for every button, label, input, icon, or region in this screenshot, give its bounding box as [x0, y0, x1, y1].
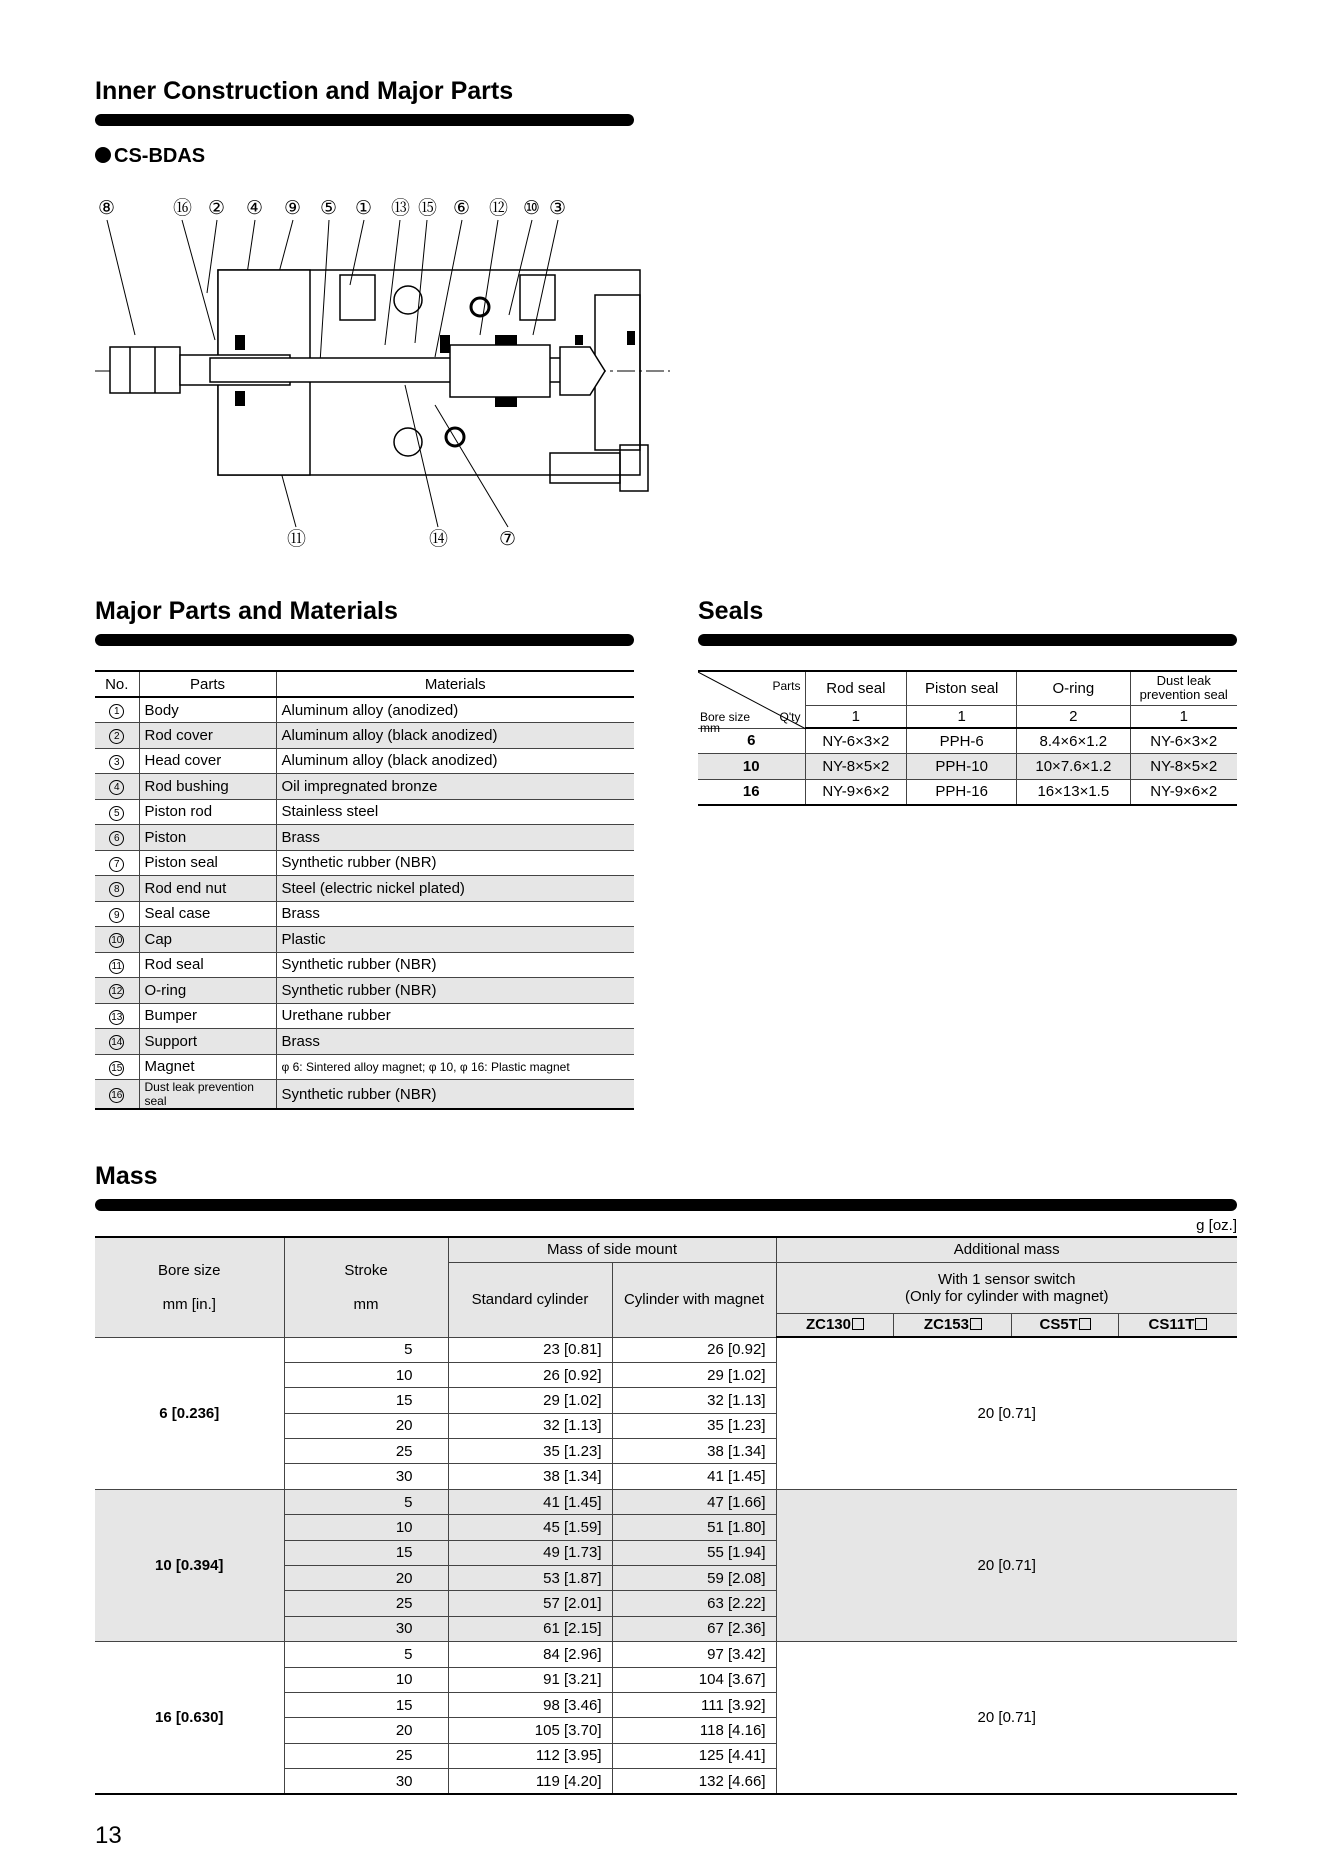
mass-magnet: 35 [1.23] — [612, 1413, 776, 1438]
part-number — [95, 1080, 139, 1110]
rod-seal: NY-8×5×2 — [805, 754, 907, 780]
part-material: Oil impregnated bronze — [276, 774, 634, 800]
box-icon — [1195, 1318, 1207, 1330]
section-bar — [698, 634, 1237, 646]
col-stroke: Stroke mm — [284, 1237, 448, 1337]
mass-standard: 23 [0.81] — [448, 1337, 612, 1362]
part-material: Aluminum alloy (black anodized) — [276, 748, 634, 774]
mass-magnet: 63 [2.22] — [612, 1591, 776, 1616]
callout-label: ⑪ — [287, 528, 307, 550]
parts-title: Major Parts and Materials — [95, 597, 398, 625]
table-row — [95, 1080, 634, 1110]
table-row — [95, 1337, 1237, 1362]
part-name: Bumper — [139, 1003, 276, 1029]
piston-seal: PPH-16 — [907, 779, 1017, 805]
part-number — [95, 697, 139, 723]
stroke: 10 — [284, 1515, 448, 1540]
mount-hole-top — [394, 286, 422, 314]
section-bar — [95, 114, 634, 126]
part-number — [95, 748, 139, 774]
part-number — [95, 723, 139, 749]
part-number — [95, 850, 139, 876]
bore-size: 16 [0.630] — [95, 1642, 284, 1794]
stroke: 15 — [284, 1692, 448, 1717]
bore-size: 10 — [698, 754, 805, 780]
callout-label: ⑦ — [499, 528, 517, 550]
mass-title: Mass — [95, 1162, 158, 1190]
sensor-groove-bottom — [446, 428, 464, 446]
port-left — [340, 275, 375, 320]
part-name: Support — [139, 1029, 276, 1055]
rod-end-nut — [110, 347, 180, 393]
table-row — [95, 1642, 1237, 1667]
table-row — [95, 774, 634, 800]
mass-magnet: 111 [3.92] — [612, 1692, 776, 1717]
table-row — [95, 1003, 634, 1029]
table-row — [698, 779, 1237, 805]
o-ring: 8.4×6×1.2 — [1017, 728, 1130, 754]
col-sensor-zc153: ZC153 — [894, 1313, 1012, 1337]
col-piston-seal: Piston seal — [907, 671, 1017, 705]
stroke: 25 — [284, 1591, 448, 1616]
cap — [550, 453, 620, 483]
stroke: 15 — [284, 1388, 448, 1413]
table-row — [698, 728, 1237, 754]
part-material: Steel (electric nickel plated) — [276, 876, 634, 902]
stroke: 25 — [284, 1743, 448, 1768]
inner-construction-title: Inner Construction and Major Parts — [95, 77, 514, 105]
part-material: Aluminum alloy (anodized) — [276, 697, 634, 723]
mass-table — [95, 1236, 1237, 1795]
mass-magnet: 104 [3.67] — [612, 1667, 776, 1692]
part-name: Rod cover — [139, 723, 276, 749]
part-name: Dust leak prevention seal — [139, 1080, 276, 1110]
table-row — [95, 697, 634, 723]
part-number-badge: 1 — [109, 704, 124, 719]
part-material: Stainless steel — [276, 799, 634, 825]
col-magnet: Cylinder with magnet — [612, 1262, 776, 1337]
col-no: No. — [95, 671, 139, 697]
mass-standard: 57 [2.01] — [448, 1591, 612, 1616]
part-material: Urethane rubber — [276, 1003, 634, 1029]
additional-mass: 20 [0.71] — [776, 1337, 1237, 1489]
col-sensor-zc130: ZC130 — [776, 1313, 894, 1337]
table-row — [95, 1489, 1237, 1514]
table-row — [95, 978, 634, 1004]
part-material: Synthetic rubber (NBR) — [276, 952, 634, 978]
callout-label: ④ — [246, 197, 264, 219]
mass-magnet: 97 [3.42] — [612, 1642, 776, 1667]
part-name: Rod end nut — [139, 876, 276, 902]
mass-magnet: 67 [2.36] — [612, 1616, 776, 1641]
mass-standard: 98 [3.46] — [448, 1692, 612, 1717]
part-number-badge: 5 — [109, 806, 124, 821]
part-number-badge: 3 — [109, 755, 124, 770]
bore-group — [95, 1642, 1237, 1794]
bore-size: 6 — [698, 728, 805, 754]
bullet-icon — [95, 147, 111, 163]
piston-seal: PPH-6 — [907, 728, 1017, 754]
mass-standard: 61 [2.15] — [448, 1616, 612, 1641]
col-materials: Materials — [276, 671, 634, 697]
part-name: Rod bushing — [139, 774, 276, 800]
mass-magnet: 26 [0.92] — [612, 1337, 776, 1362]
part-material: Brass — [276, 901, 634, 927]
part-number — [95, 774, 139, 800]
col-sensor-cs11t: CS11T — [1118, 1313, 1237, 1337]
model-label: CS-BDAS — [114, 145, 206, 167]
model-heading — [95, 145, 205, 168]
mass-magnet: 125 [4.41] — [612, 1743, 776, 1768]
part-name: Body — [139, 697, 276, 723]
construction-diagram — [95, 195, 675, 555]
corner-parts: Parts — [772, 679, 801, 693]
mass-magnet: 38 [1.34] — [612, 1439, 776, 1464]
bore-group — [95, 1337, 1237, 1489]
callout-label: ⑫ — [489, 197, 509, 219]
callout-label: ⑤ — [320, 197, 338, 219]
o-ring: 16×13×1.5 — [1017, 779, 1130, 805]
dust-seal: NY-9×6×2 — [1130, 779, 1237, 805]
mass-standard: 41 [1.45] — [448, 1489, 612, 1514]
stroke: 5 — [284, 1489, 448, 1514]
mass-standard: 38 [1.34] — [448, 1464, 612, 1489]
stroke: 20 — [284, 1413, 448, 1438]
part-material: Aluminum alloy (black anodized) — [276, 723, 634, 749]
callout-label: ⑩ — [523, 197, 541, 219]
callout-label: ⑥ — [453, 197, 471, 219]
part-number — [95, 799, 139, 825]
part-number-badge: 10 — [111, 935, 123, 947]
mass-standard: 35 [1.23] — [448, 1439, 612, 1464]
part-number-badge: 8 — [109, 882, 124, 897]
dust-seal: NY-8×5×2 — [1130, 754, 1237, 780]
leader-line — [320, 220, 329, 363]
part-number — [95, 1029, 139, 1055]
stroke: 15 — [284, 1540, 448, 1565]
part-number-badge: 6 — [109, 831, 124, 846]
part-number-badge: 16 — [111, 1090, 123, 1101]
table-row — [95, 748, 634, 774]
part-number — [95, 901, 139, 927]
part-number — [95, 927, 139, 953]
stroke: 10 — [284, 1667, 448, 1692]
leader-line — [107, 220, 135, 335]
mass-standard: 53 [1.87] — [448, 1566, 612, 1591]
part-material: Synthetic rubber (NBR) — [276, 978, 634, 1004]
additional-mass: 20 [0.71] — [776, 1642, 1237, 1794]
part-number-badge: 9 — [109, 908, 124, 923]
part-number — [95, 876, 139, 902]
page-number: 13 — [95, 1822, 122, 1849]
col-rod-seal: Rod seal — [805, 671, 907, 705]
corner-qty: Q'ty — [779, 710, 801, 724]
part-number-badge: 4 — [109, 780, 124, 795]
col-side-mount: Mass of side mount — [448, 1237, 776, 1262]
rod-seal: NY-9×6×2 — [805, 779, 907, 805]
mass-standard: 29 [1.02] — [448, 1388, 612, 1413]
leader-line — [480, 220, 498, 335]
stroke: 20 — [284, 1718, 448, 1743]
mass-standard: 32 [1.13] — [448, 1413, 612, 1438]
table-row — [95, 901, 634, 927]
rod-tip — [560, 347, 605, 395]
part-name: Head cover — [139, 748, 276, 774]
callout-label: ⑯ — [173, 197, 193, 219]
part-number — [95, 1054, 139, 1080]
mass-standard: 84 [2.96] — [448, 1642, 612, 1667]
section-bar — [95, 1199, 1237, 1211]
part-number-badge: 7 — [109, 857, 124, 872]
part-name: Cap — [139, 927, 276, 953]
mass-standard: 112 [3.95] — [448, 1743, 612, 1768]
mass-standard: 49 [1.73] — [448, 1540, 612, 1565]
part-material: φ 6: Sintered alloy magnet; φ 10, φ 16: Plastic magnet — [276, 1054, 634, 1080]
part-name: Piston rod — [139, 799, 276, 825]
part-name: O-ring — [139, 978, 276, 1004]
part-name: Piston seal — [139, 850, 276, 876]
bore-size: 10 [0.394] — [95, 1489, 284, 1641]
leader-line — [435, 405, 508, 527]
mass-standard: 119 [4.20] — [448, 1769, 612, 1794]
cap-knob — [620, 445, 648, 491]
part-material: Brass — [276, 825, 634, 851]
mass-magnet: 47 [1.66] — [612, 1489, 776, 1514]
qty-cell: 2 — [1017, 705, 1130, 728]
qty-cell: 1 — [907, 705, 1017, 728]
part-number-badge: 13 — [111, 1011, 123, 1023]
mass-magnet: 32 [1.13] — [612, 1388, 776, 1413]
part-number — [95, 825, 139, 851]
part-material: Brass — [276, 1029, 634, 1055]
col-sensor: With 1 sensor switch (Only for cylinder with magnet) — [776, 1262, 1237, 1313]
table-header — [698, 671, 1237, 705]
bore-size: 16 — [698, 779, 805, 805]
mass-standard: 105 [3.70] — [448, 1718, 612, 1743]
part-name: Seal case — [139, 901, 276, 927]
part-name: Piston — [139, 825, 276, 851]
mass-magnet: 118 [4.16] — [612, 1718, 776, 1743]
piston-seal: PPH-10 — [907, 754, 1017, 780]
leader-line — [207, 220, 217, 293]
part-number-badge: 15 — [111, 1062, 123, 1074]
additional-mass: 20 [0.71] — [776, 1489, 1237, 1641]
part-number-badge: 12 — [111, 986, 123, 998]
corner-cell — [698, 671, 805, 735]
table-header — [95, 1237, 1237, 1262]
bore-group — [95, 1489, 1237, 1641]
stroke: 30 — [284, 1616, 448, 1641]
col-additional: Additional mass — [776, 1237, 1237, 1262]
box-icon — [1079, 1318, 1091, 1330]
part-number-badge: 11 — [109, 959, 124, 974]
col-parts: Parts — [139, 671, 276, 697]
callout-label: ⑬ — [391, 197, 411, 219]
callout-label: ② — [208, 197, 226, 219]
sensor-groove-top — [471, 298, 489, 316]
dust-seal: NY-6×3×2 — [1130, 728, 1237, 754]
box-icon — [970, 1318, 982, 1330]
table-row — [95, 927, 634, 953]
part-name: Rod seal — [139, 952, 276, 978]
parts-table — [95, 670, 634, 1110]
bore-size: 6 [0.236] — [95, 1337, 284, 1489]
mass-unit: g [oz.] — [1196, 1217, 1237, 1234]
stroke: 20 — [284, 1566, 448, 1591]
callout-label: ① — [355, 197, 373, 219]
col-o-ring: O-ring — [1017, 671, 1130, 705]
col-sensor-cs5t: CS5T — [1012, 1313, 1119, 1337]
table-header — [95, 671, 634, 697]
piston — [450, 345, 550, 397]
table-row — [95, 799, 634, 825]
part-name: Magnet — [139, 1054, 276, 1080]
callout-label: ⑭ — [429, 528, 449, 550]
seals-title: Seals — [698, 597, 764, 625]
table-row — [95, 723, 634, 749]
leader-line — [415, 220, 427, 343]
mass-magnet: 41 [1.45] — [612, 1464, 776, 1489]
mass-magnet: 55 [1.94] — [612, 1540, 776, 1565]
corner-bore: Bore size mm — [700, 710, 751, 735]
stroke: 10 — [284, 1362, 448, 1387]
stroke: 5 — [284, 1642, 448, 1667]
box-icon — [852, 1318, 864, 1330]
stroke: 25 — [284, 1439, 448, 1464]
table-row — [95, 825, 634, 851]
callout-label: ⑨ — [284, 197, 302, 219]
part-number — [95, 978, 139, 1004]
qty-cell: 1 — [1130, 705, 1237, 728]
part-material: Synthetic rubber (NBR) — [276, 1080, 634, 1110]
seals-table — [698, 670, 1237, 806]
part-number — [95, 1003, 139, 1029]
stroke: 5 — [284, 1337, 448, 1362]
part-material: Plastic — [276, 927, 634, 953]
table-row — [698, 754, 1237, 780]
mass-magnet: 59 [2.08] — [612, 1566, 776, 1591]
stroke: 30 — [284, 1769, 448, 1794]
mass-magnet: 29 [1.02] — [612, 1362, 776, 1387]
part-number-badge: 14 — [111, 1037, 123, 1049]
callout-label: ⑧ — [98, 197, 116, 219]
part-material: Synthetic rubber (NBR) — [276, 850, 634, 876]
callout-label: ③ — [549, 197, 567, 219]
col-dust-seal: Dust leak prevention seal — [1130, 671, 1237, 705]
qty-cell: 1 — [805, 705, 907, 728]
col-bore: Bore size mm [in.] — [95, 1237, 284, 1337]
table-row — [95, 952, 634, 978]
table-row — [95, 850, 634, 876]
table-row — [95, 1054, 634, 1080]
o-ring: 10×7.6×1.2 — [1017, 754, 1130, 780]
mass-standard: 91 [3.21] — [448, 1667, 612, 1692]
mass-standard: 26 [0.92] — [448, 1362, 612, 1387]
table-row — [95, 876, 634, 902]
table-row — [95, 1029, 634, 1055]
callout-label: ⑮ — [418, 197, 438, 219]
cylinder-drawing — [95, 270, 670, 491]
mass-magnet: 51 [1.80] — [612, 1515, 776, 1540]
part-number-badge: 2 — [109, 729, 124, 744]
stroke: 30 — [284, 1464, 448, 1489]
section-bar — [95, 634, 634, 646]
leader-line — [385, 220, 400, 345]
leader-line — [182, 220, 215, 340]
col-standard: Standard cylinder — [448, 1262, 612, 1337]
mass-standard: 45 [1.59] — [448, 1515, 612, 1540]
mass-magnet: 132 [4.66] — [612, 1769, 776, 1794]
part-number — [95, 952, 139, 978]
rod-seal: NY-6×3×2 — [805, 728, 907, 754]
